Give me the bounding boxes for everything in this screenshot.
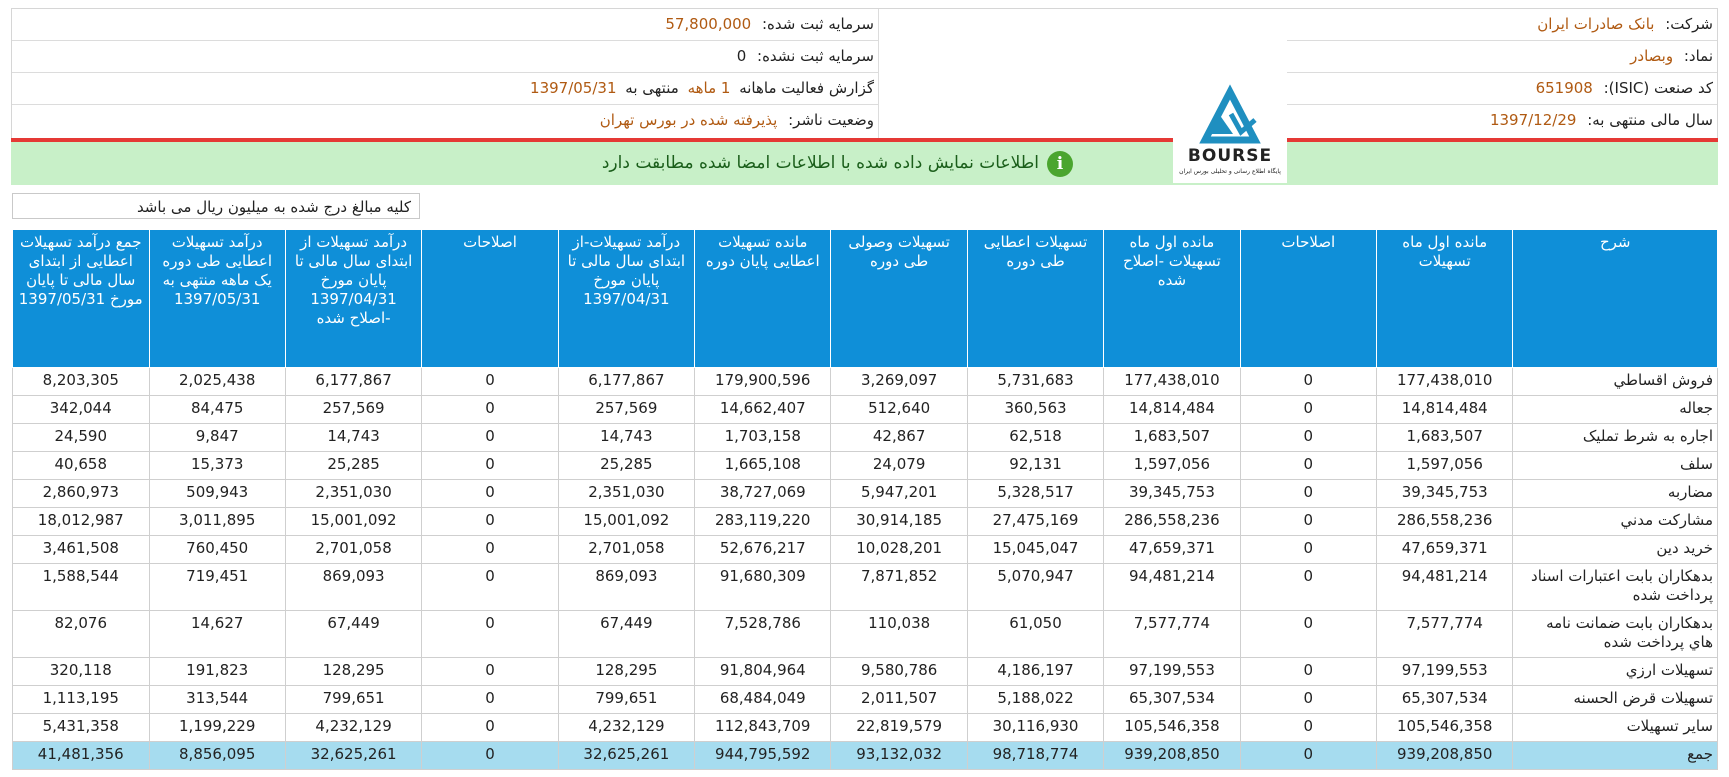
table-cell: 9,847 bbox=[149, 424, 285, 452]
column-header: درآمد تسهیلات از ابتدای سال مالی تا پایان مورخ 1397/04/31 -اصلاح شده bbox=[285, 230, 421, 368]
table-row bbox=[13, 508, 1718, 536]
table-cell: 0 bbox=[422, 658, 558, 686]
table-cell: 512,640 bbox=[831, 396, 967, 424]
capital-label: سرمایه ثبت شده: bbox=[762, 15, 874, 33]
table-cell: 944,795,592 bbox=[695, 742, 831, 770]
table-cell: 14,627 bbox=[149, 611, 285, 658]
table-cell: 1,703,158 bbox=[695, 424, 831, 452]
table-cell: 0 bbox=[1240, 536, 1376, 564]
table-cell: 320,118 bbox=[13, 658, 150, 686]
table-cell: 6,177,867 bbox=[558, 368, 694, 396]
status-row bbox=[12, 105, 878, 136]
column-header: مانده تسهیلات اعطایی پایان دوره bbox=[695, 230, 831, 368]
table-cell: 7,577,774 bbox=[1377, 611, 1513, 658]
table-cell: 257,569 bbox=[285, 396, 421, 424]
table-cell: 92,131 bbox=[967, 452, 1103, 480]
company-info-panel bbox=[11, 8, 1718, 140]
company-value: بانک صادرات ایران bbox=[1537, 15, 1655, 33]
table-cell: 5,188,022 bbox=[967, 686, 1103, 714]
table-cell: 14,743 bbox=[285, 424, 421, 452]
table-row bbox=[13, 658, 1718, 686]
table-cell: 342,044 bbox=[13, 396, 150, 424]
symbol-value: وبصادر bbox=[1630, 47, 1674, 65]
table-cell: 9,580,786 bbox=[831, 658, 967, 686]
fiscal-value: 1397/12/29 bbox=[1489, 111, 1577, 129]
table-cell: 0 bbox=[1240, 480, 1376, 508]
isic-label: کد صنعت (ISIC): bbox=[1603, 79, 1713, 97]
table-cell: 1,683,507 bbox=[1377, 424, 1513, 452]
table-cell: 42,867 bbox=[831, 424, 967, 452]
table-cell: 0 bbox=[422, 714, 558, 742]
bourse-logo bbox=[1173, 70, 1287, 183]
table-cell: 0 bbox=[422, 564, 558, 611]
row-description: خريد دين bbox=[1513, 536, 1718, 564]
capital-row bbox=[12, 9, 878, 41]
table-cell: 939,208,850 bbox=[1377, 742, 1513, 770]
table-cell: 869,093 bbox=[285, 564, 421, 611]
table-cell: 2,011,507 bbox=[831, 686, 967, 714]
table-cell: 0 bbox=[1240, 396, 1376, 424]
table-cell: 41,481,356 bbox=[13, 742, 150, 770]
row-description: تسهيلات ارزي bbox=[1513, 658, 1718, 686]
row-description: بدهکاران بابت ضمانت نامه هاي پرداخت شده bbox=[1513, 611, 1718, 658]
symbol-row bbox=[1287, 41, 1717, 73]
table-cell: 179,900,596 bbox=[695, 368, 831, 396]
capital-value: 57,800,000 bbox=[665, 15, 752, 33]
table-cell: 47,659,371 bbox=[1377, 536, 1513, 564]
isic-value: 651908 bbox=[1535, 79, 1593, 97]
table-cell: 39,345,753 bbox=[1104, 480, 1240, 508]
table-row bbox=[13, 396, 1718, 424]
table-cell: 719,451 bbox=[149, 564, 285, 611]
table-cell: 2,351,030 bbox=[285, 480, 421, 508]
table-cell: 0 bbox=[1240, 742, 1376, 770]
table-cell: 97,199,553 bbox=[1377, 658, 1513, 686]
table-cell: 799,651 bbox=[285, 686, 421, 714]
table-row bbox=[13, 714, 1718, 742]
column-header: درآمد تسهیلات-از ابتدای سال مالی تا پایان مورخ 1397/04/31 bbox=[558, 230, 694, 368]
table-cell: 14,662,407 bbox=[695, 396, 831, 424]
bourse-logo-graphic bbox=[1173, 70, 1287, 183]
table-cell: 8,856,095 bbox=[149, 742, 285, 770]
table-cell: 8,203,305 bbox=[13, 368, 150, 396]
column-header: تسهیلات اعطایی طی دوره bbox=[967, 230, 1103, 368]
table-row bbox=[13, 611, 1718, 658]
table-cell: 0 bbox=[1240, 686, 1376, 714]
table-cell: 32,625,261 bbox=[285, 742, 421, 770]
table-cell: 360,563 bbox=[967, 396, 1103, 424]
table-cell: 128,295 bbox=[285, 658, 421, 686]
table-cell: 0 bbox=[422, 611, 558, 658]
row-description: سلف bbox=[1513, 452, 1718, 480]
table-cell: 94,481,214 bbox=[1377, 564, 1513, 611]
column-header: شرح bbox=[1513, 230, 1718, 368]
report-date: 1397/05/31 bbox=[530, 79, 617, 97]
table-cell: 509,943 bbox=[149, 480, 285, 508]
table-cell: 32,625,261 bbox=[558, 742, 694, 770]
logo-subtitle: پایگاه اطلاع رسانی و تحلیلی بورس ایران bbox=[1179, 168, 1281, 175]
report-suffix: منتهی به bbox=[625, 79, 679, 97]
table-cell: 177,438,010 bbox=[1377, 368, 1513, 396]
column-header: درآمد تسهیلات اعطایی طی دوره یک ماهه منتهی به 1397/05/31 bbox=[149, 230, 285, 368]
table-cell: 286,558,236 bbox=[1377, 508, 1513, 536]
table-cell: 2,860,973 bbox=[13, 480, 150, 508]
table-cell: 1,597,056 bbox=[1104, 452, 1240, 480]
table-row bbox=[13, 536, 1718, 564]
fiscal-row bbox=[1287, 105, 1717, 136]
logo-text: BOURSE bbox=[1187, 146, 1273, 166]
table-cell: 5,431,358 bbox=[13, 714, 150, 742]
table-cell: 15,373 bbox=[149, 452, 285, 480]
table-cell: 313,544 bbox=[149, 686, 285, 714]
table-cell: 1,665,108 bbox=[695, 452, 831, 480]
table-cell: 68,484,049 bbox=[695, 686, 831, 714]
table-cell: 5,328,517 bbox=[967, 480, 1103, 508]
row-description: مضاربه bbox=[1513, 480, 1718, 508]
row-description: جعاله bbox=[1513, 396, 1718, 424]
table-cell: 191,823 bbox=[149, 658, 285, 686]
table-cell: 47,659,371 bbox=[1104, 536, 1240, 564]
column-header: اصلاحات bbox=[1240, 230, 1376, 368]
table-cell: 0 bbox=[422, 424, 558, 452]
table-cell: 112,843,709 bbox=[695, 714, 831, 742]
table-cell: 22,819,579 bbox=[831, 714, 967, 742]
table-cell: 67,449 bbox=[558, 611, 694, 658]
info-divider bbox=[878, 9, 879, 139]
table-cell: 4,186,197 bbox=[967, 658, 1103, 686]
table-cell: 0 bbox=[422, 508, 558, 536]
report-period: 1 ماهه bbox=[687, 79, 731, 97]
table-cell: 52,676,217 bbox=[695, 536, 831, 564]
column-header: اصلاحات bbox=[422, 230, 558, 368]
table-cell: 0 bbox=[422, 368, 558, 396]
table-row bbox=[13, 368, 1718, 396]
row-description: ساير تسهيلات bbox=[1513, 714, 1718, 742]
table-cell: 1,113,195 bbox=[13, 686, 150, 714]
status-value: پذیرفته شده در بورس تهران bbox=[599, 111, 778, 129]
row-description: اجاره به شرط تمليک bbox=[1513, 424, 1718, 452]
table-row bbox=[13, 424, 1718, 452]
unregistered-capital-value: 0 bbox=[736, 47, 747, 65]
isic-row bbox=[1287, 73, 1717, 105]
table-cell: 1,683,507 bbox=[1104, 424, 1240, 452]
table-cell: 128,295 bbox=[558, 658, 694, 686]
table-cell: 93,132,032 bbox=[831, 742, 967, 770]
table-cell: 18,012,987 bbox=[13, 508, 150, 536]
table-cell: 2,025,438 bbox=[149, 368, 285, 396]
table-cell: 2,701,058 bbox=[558, 536, 694, 564]
unregistered-capital-row bbox=[12, 41, 878, 73]
table-cell: 98,718,774 bbox=[967, 742, 1103, 770]
table-cell: 15,001,092 bbox=[558, 508, 694, 536]
table-cell: 799,651 bbox=[558, 686, 694, 714]
table-cell: 24,590 bbox=[13, 424, 150, 452]
table-cell: 0 bbox=[422, 686, 558, 714]
row-description: بدهکاران بابت اعتبارات اسناد پرداخت شده bbox=[1513, 564, 1718, 611]
status-label: وضعیت ناشر: bbox=[788, 111, 874, 129]
fiscal-label: سال مالی منتهی به: bbox=[1587, 111, 1713, 129]
table-cell: 0 bbox=[422, 452, 558, 480]
column-header: مانده اول ماه تسهیلات -اصلاح شده bbox=[1104, 230, 1240, 368]
table-cell: 0 bbox=[1240, 658, 1376, 686]
table-cell: 15,001,092 bbox=[285, 508, 421, 536]
table-cell: 67,449 bbox=[285, 611, 421, 658]
table-cell: 1,597,056 bbox=[1377, 452, 1513, 480]
table-cell: 7,577,774 bbox=[1104, 611, 1240, 658]
verification-banner bbox=[11, 142, 1718, 185]
table-cell: 4,232,129 bbox=[285, 714, 421, 742]
table-cell: 0 bbox=[422, 536, 558, 564]
column-header: تسهیلات وصولی طی دوره bbox=[831, 230, 967, 368]
table-cell: 3,269,097 bbox=[831, 368, 967, 396]
company-row bbox=[1287, 9, 1717, 41]
unregistered-capital-label: سرمایه ثبت نشده: bbox=[757, 47, 874, 65]
table-cell: 1,199,229 bbox=[149, 714, 285, 742]
table-cell: 6,177,867 bbox=[285, 368, 421, 396]
table-cell: 94,481,214 bbox=[1104, 564, 1240, 611]
table-cell: 65,307,534 bbox=[1377, 686, 1513, 714]
table-row bbox=[13, 480, 1718, 508]
row-description: جمع bbox=[1513, 742, 1718, 770]
table-cell: 7,871,852 bbox=[831, 564, 967, 611]
table-cell: 3,011,895 bbox=[149, 508, 285, 536]
table-cell: 0 bbox=[1240, 368, 1376, 396]
report-label: گزارش فعالیت ماهانه bbox=[739, 79, 874, 97]
table-cell: 82,076 bbox=[13, 611, 150, 658]
table-cell: 0 bbox=[422, 396, 558, 424]
table-cell: 0 bbox=[422, 480, 558, 508]
table-cell: 0 bbox=[1240, 564, 1376, 611]
table-cell: 3,461,508 bbox=[13, 536, 150, 564]
table-cell: 38,727,069 bbox=[695, 480, 831, 508]
table-cell: 0 bbox=[1240, 714, 1376, 742]
table-cell: 105,546,358 bbox=[1377, 714, 1513, 742]
table-cell: 14,814,484 bbox=[1377, 396, 1513, 424]
table-cell: 177,438,010 bbox=[1104, 368, 1240, 396]
unit-note: کلیه مبالغ درج شده به میلیون ریال می باشد bbox=[12, 193, 420, 219]
row-description: تسهيلات قرض الحسنه bbox=[1513, 686, 1718, 714]
table-cell: 1,588,544 bbox=[13, 564, 150, 611]
table-cell: 257,569 bbox=[558, 396, 694, 424]
table-cell: 65,307,534 bbox=[1104, 686, 1240, 714]
table-row bbox=[13, 564, 1718, 611]
table-cell: 283,119,220 bbox=[695, 508, 831, 536]
total-row bbox=[13, 742, 1718, 770]
table-cell: 84,475 bbox=[149, 396, 285, 424]
table-cell: 105,546,358 bbox=[1104, 714, 1240, 742]
table-cell: 0 bbox=[1240, 452, 1376, 480]
table-cell: 91,680,309 bbox=[695, 564, 831, 611]
table-cell: 40,658 bbox=[13, 452, 150, 480]
table-cell: 0 bbox=[1240, 508, 1376, 536]
column-header: مانده اول ماه تسهیلات bbox=[1377, 230, 1513, 368]
table-cell: 27,475,169 bbox=[967, 508, 1103, 536]
info-icon: i bbox=[1047, 151, 1073, 177]
report-row bbox=[12, 73, 878, 105]
table-cell: 24,079 bbox=[831, 452, 967, 480]
table-cell: 30,914,185 bbox=[831, 508, 967, 536]
row-description: مشارکت مدني bbox=[1513, 508, 1718, 536]
symbol-label: نماد: bbox=[1683, 47, 1713, 65]
table-cell: 4,232,129 bbox=[558, 714, 694, 742]
table-cell: 5,070,947 bbox=[967, 564, 1103, 611]
table-cell: 869,093 bbox=[558, 564, 694, 611]
table-cell: 25,285 bbox=[558, 452, 694, 480]
row-description: فروش اقساطي bbox=[1513, 368, 1718, 396]
table-cell: 30,116,930 bbox=[967, 714, 1103, 742]
table-cell: 110,038 bbox=[831, 611, 967, 658]
table-cell: 14,814,484 bbox=[1104, 396, 1240, 424]
table-cell: 286,558,236 bbox=[1104, 508, 1240, 536]
table-cell: 7,528,786 bbox=[695, 611, 831, 658]
table-cell: 2,701,058 bbox=[285, 536, 421, 564]
table-cell: 939,208,850 bbox=[1104, 742, 1240, 770]
table-cell: 39,345,753 bbox=[1377, 480, 1513, 508]
table-cell: 5,731,683 bbox=[967, 368, 1103, 396]
table-cell: 5,947,201 bbox=[831, 480, 967, 508]
verification-message bbox=[602, 142, 1073, 185]
table-cell: 10,028,201 bbox=[831, 536, 967, 564]
table-cell: 760,450 bbox=[149, 536, 285, 564]
table-cell: 0 bbox=[1240, 424, 1376, 452]
column-header: جمع درآمد تسهیلات اعطایی از ابتدای سال مالی تا پایان مورخ 1397/05/31 bbox=[13, 230, 150, 368]
table-cell: 0 bbox=[422, 742, 558, 770]
table-cell: 15,045,047 bbox=[967, 536, 1103, 564]
table-row bbox=[13, 686, 1718, 714]
table-row bbox=[13, 452, 1718, 480]
table-cell: 62,518 bbox=[967, 424, 1103, 452]
table-cell: 2,351,030 bbox=[558, 480, 694, 508]
table-cell: 0 bbox=[1240, 611, 1376, 658]
table-cell: 25,285 bbox=[285, 452, 421, 480]
table-cell: 97,199,553 bbox=[1104, 658, 1240, 686]
verification-text: اطلاعات نمایش داده شده با اطلاعات امضا شده مطابقت دارد bbox=[601, 153, 1039, 173]
table-cell: 91,804,964 bbox=[695, 658, 831, 686]
table-header-row bbox=[13, 230, 1718, 368]
table-cell: 14,743 bbox=[558, 424, 694, 452]
facilities-table bbox=[12, 229, 1718, 770]
table-cell: 61,050 bbox=[967, 611, 1103, 658]
company-label: شرکت: bbox=[1665, 15, 1713, 33]
